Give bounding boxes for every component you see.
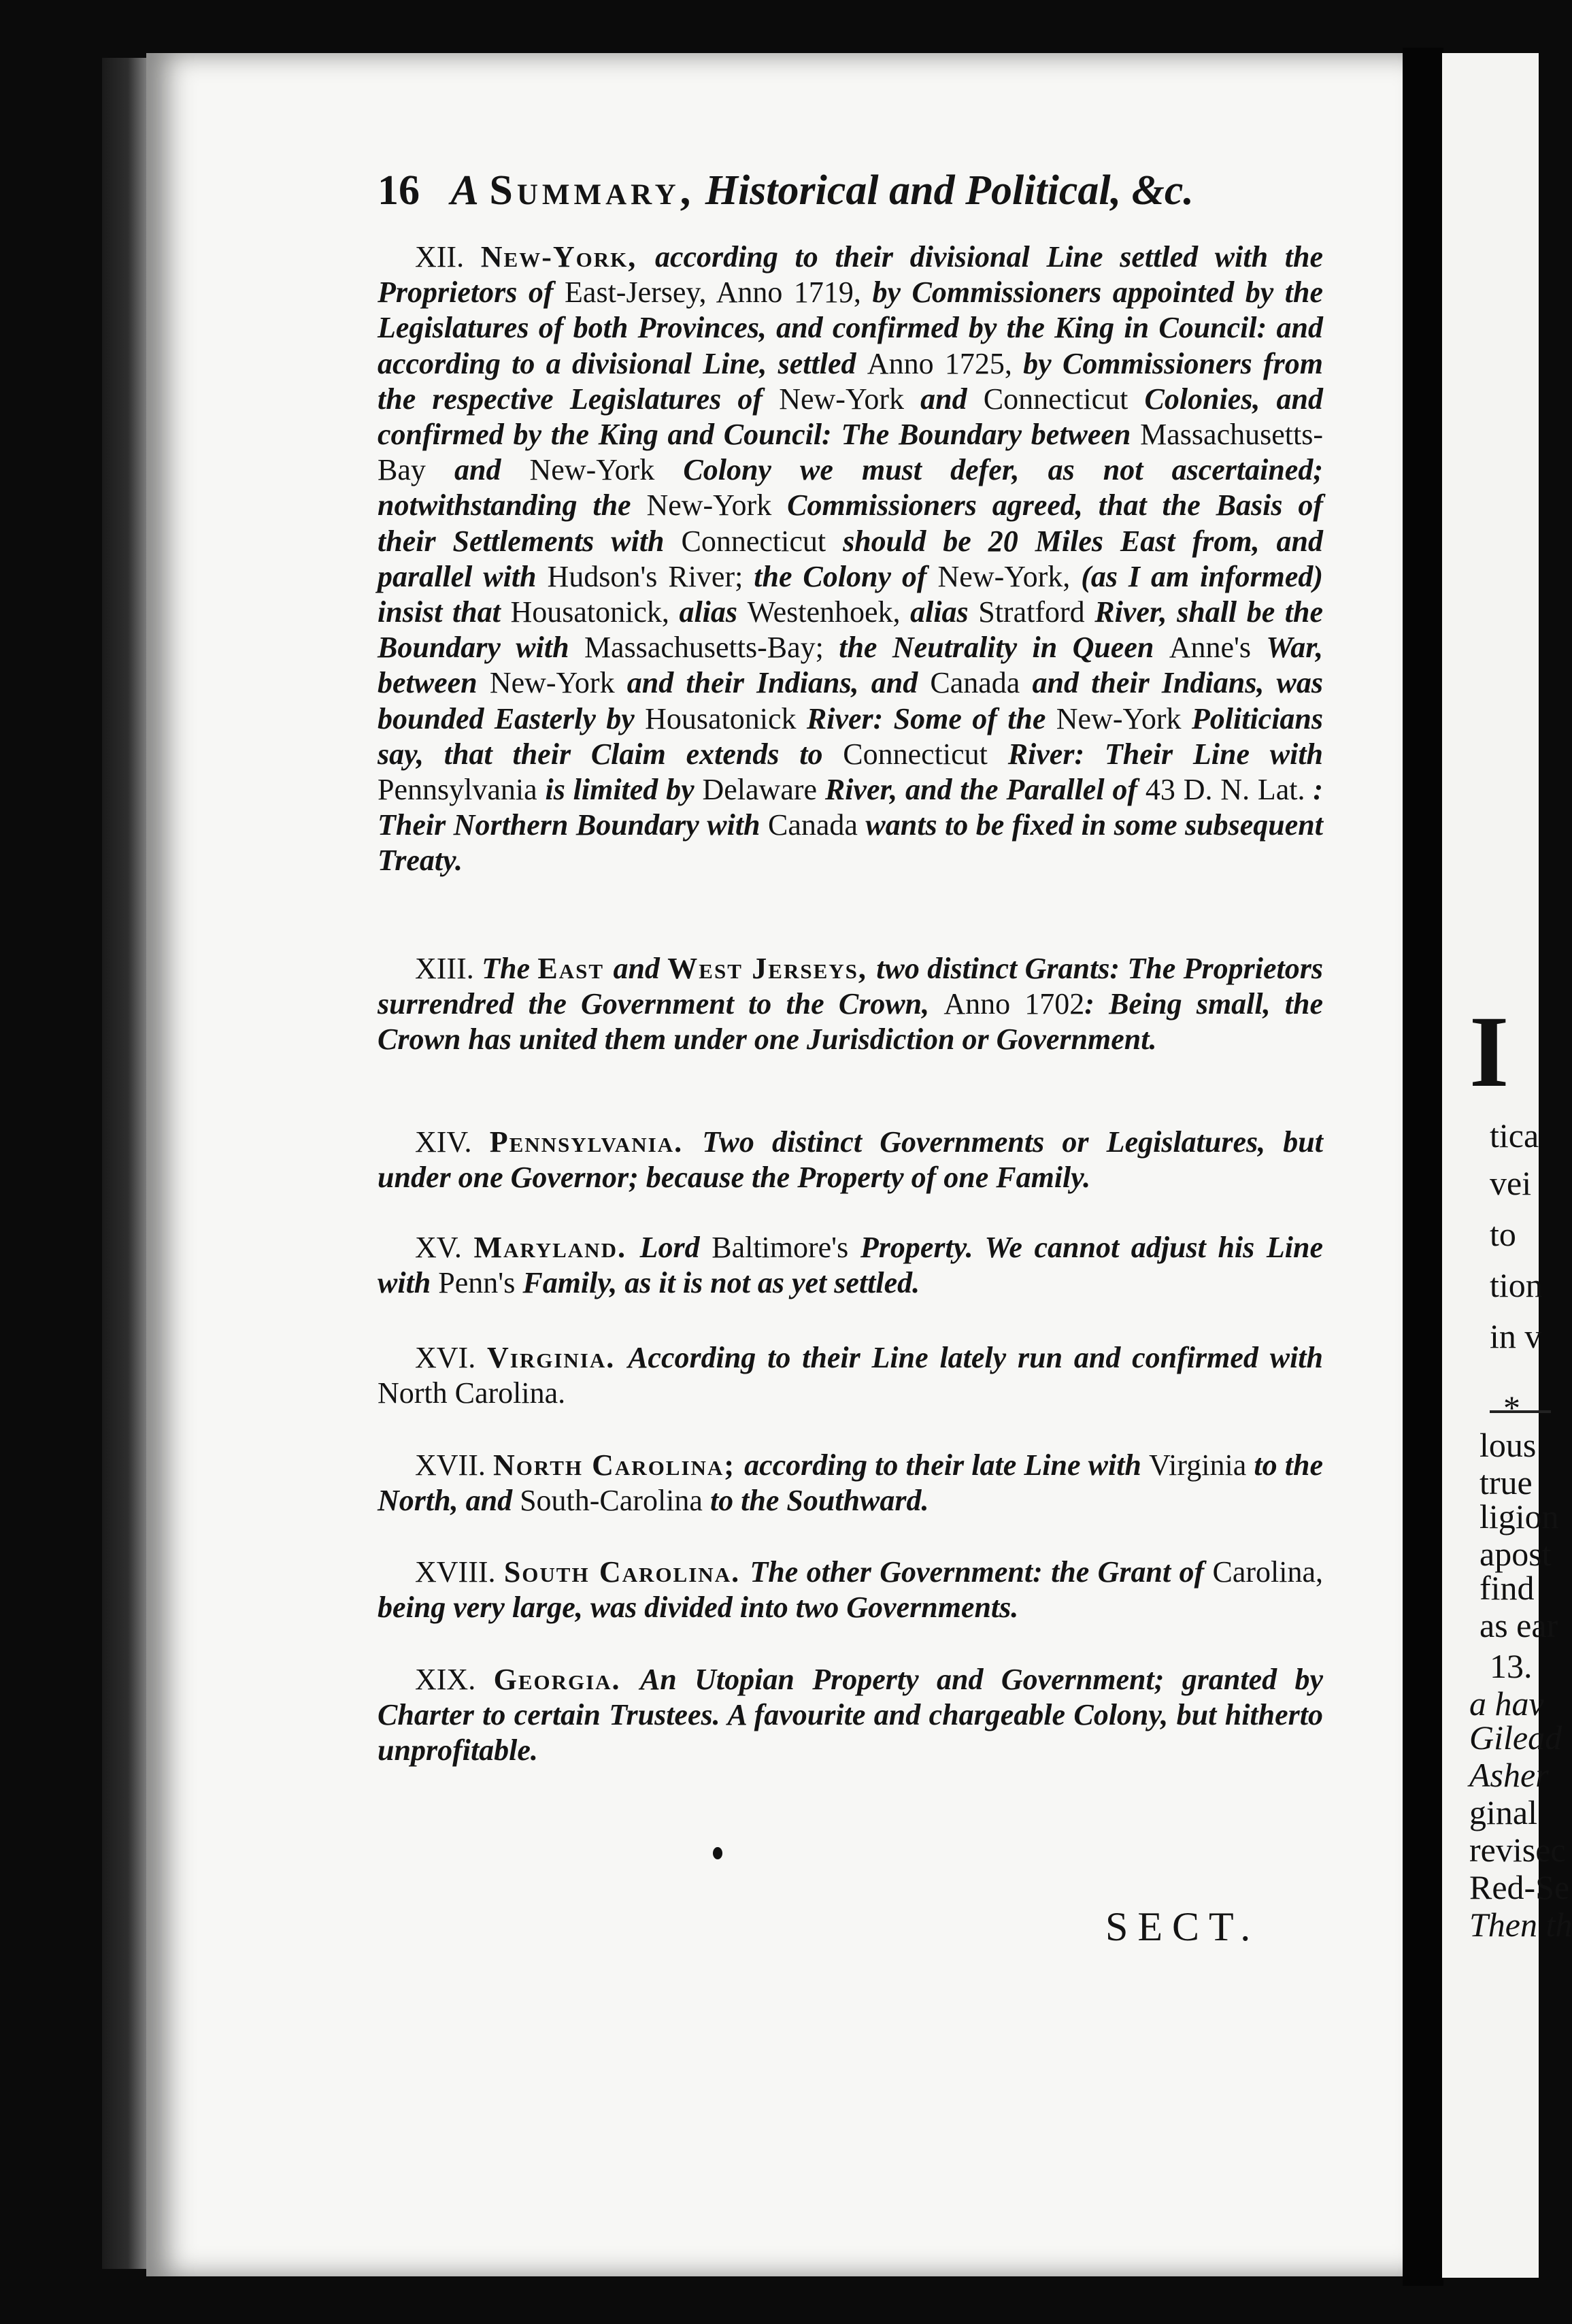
- text-run: River: Their Line with: [1007, 737, 1324, 771]
- facing-page-text: true: [1479, 1463, 1533, 1501]
- text-run: The other Government: the Grant of: [750, 1555, 1213, 1589]
- facing-page-text: lous: [1479, 1426, 1537, 1464]
- paragraph-xvii: [378, 1448, 1323, 1518]
- text-run: alias: [679, 595, 748, 629]
- text-run: to the Southward.: [709, 1484, 929, 1518]
- text-run: Delaware: [702, 773, 825, 807]
- text-run: Pennsylvania: [378, 773, 546, 807]
- text-run: Two distinct Governments or Legislatures, but under one Governor; because the Property of one Family.: [378, 1125, 1323, 1195]
- page-number: 16: [378, 167, 420, 214]
- text-run: East: [537, 952, 614, 985]
- text-run: and: [613, 952, 668, 985]
- text-run: Colonies, and confirmed by the King and Council: The Boundary between: [378, 382, 1323, 452]
- facing-page-text: tion: [1490, 1266, 1543, 1304]
- text-run: and: [920, 382, 984, 416]
- facing-page-text: Gilead: [1469, 1719, 1562, 1757]
- text-run: Connecticut: [843, 737, 1008, 771]
- text-run: by Commissioners appointed by the Legislatures of both Provinces, and confirmed by the King in Council: and according to a divisional Line, settled: [378, 276, 1323, 380]
- facing-page-text: find: [1479, 1569, 1535, 1607]
- facing-page-text: a hav: [1469, 1684, 1544, 1723]
- text-run: and their Indians, was bounded Easterly by: [378, 666, 1323, 735]
- facing-page-text: Then th: [1469, 1906, 1572, 1944]
- text-run: New-York,: [937, 559, 1082, 593]
- text-run: Connecticut: [983, 382, 1145, 416]
- text-run: XVII.: [415, 1448, 494, 1482]
- text-run: Virginia.: [487, 1341, 629, 1374]
- paragraph-xiv: [378, 1125, 1323, 1195]
- text-run: the Neutrality in Queen: [839, 631, 1169, 665]
- paragraph-xiii: [378, 951, 1323, 1058]
- text-run: Massachusetts-Bay;: [584, 631, 839, 665]
- paragraph-xviii: [378, 1555, 1323, 1625]
- facing-page-text: ticа: [1490, 1116, 1539, 1155]
- text-run: Carolina,: [1212, 1555, 1323, 1589]
- text-run: New-York: [1056, 701, 1192, 735]
- text-run: Hudson's River;: [547, 559, 754, 593]
- text-run: : Their Northern Boundary with: [378, 773, 1324, 842]
- footnote-rule: [1490, 1410, 1551, 1413]
- text-run: Virginia: [1149, 1448, 1254, 1482]
- text-run: according to their divisional Line settled with the Proprietors of: [378, 240, 1323, 310]
- text-run: XV.: [415, 1231, 474, 1264]
- facing-page-text: ginal: [1469, 1793, 1537, 1831]
- text-run: River, and the Parallel of: [824, 773, 1145, 807]
- text-run: XVI.: [415, 1341, 488, 1374]
- text-run: two distinct Grants: The Proprietors surrendred the Government to the Crown,: [378, 952, 1323, 1021]
- text-run: should be 20 Miles East from, and parallel with: [378, 524, 1323, 593]
- text-run: New-York: [529, 453, 684, 487]
- facing-page-text: vei: [1490, 1164, 1532, 1202]
- text-run: XIII.: [415, 952, 482, 985]
- text-run: Canada: [768, 808, 866, 842]
- text-run: XIV.: [415, 1125, 490, 1159]
- text-run: An Utopian Property and Government; granted by Charter to certain Trustees. A favourite and chargeable Colony, but hitherto unprofitable.: [378, 1663, 1324, 1767]
- paragraph-xvi: [378, 1340, 1323, 1411]
- text-run: Anno 1725,: [867, 346, 1024, 380]
- text-run: being very large, was divided into two Governments.: [378, 1591, 1019, 1625]
- text-run: The: [482, 952, 538, 985]
- text-run: Anno 1702: [943, 987, 1085, 1021]
- text-run: Housatonick: [645, 701, 807, 735]
- text-run: Maryland.: [473, 1231, 640, 1264]
- facing-page-text: to: [1490, 1215, 1516, 1253]
- text-run: According to their Line lately run and confirmed with: [628, 1341, 1323, 1374]
- text-run: South-Carolina: [520, 1484, 710, 1518]
- text-run: North Carolina.: [378, 1376, 566, 1410]
- text-run: (as I am informed) insist that: [378, 559, 1324, 629]
- text-run: by Commissioners from the respective Legislatures of: [378, 346, 1323, 416]
- text-run: River, shall be the Boundary with: [378, 595, 1324, 665]
- text-run: North Carolina;: [493, 1448, 745, 1482]
- text-run: Canada: [930, 666, 1033, 700]
- text-run: New-York: [489, 666, 627, 700]
- text-run: Politicians say, that their Claim extends to: [378, 701, 1324, 771]
- facing-page-text: ligion: [1479, 1497, 1559, 1536]
- text-run: Stratford: [978, 595, 1095, 629]
- paragraph-xix: [378, 1662, 1323, 1769]
- text-run: New-York: [646, 488, 788, 522]
- header-summary: Summary,: [489, 167, 695, 214]
- text-run: Pennsylvania.: [489, 1125, 703, 1159]
- text-run: Colony we must defer, as not ascertained; notwithstanding the: [378, 453, 1323, 522]
- text-run: Georgia.: [493, 1663, 640, 1696]
- text-run: East-Jersey, Anno 1719,: [565, 276, 873, 310]
- facing-page-text: *: [1503, 1389, 1520, 1427]
- text-run: XVIII.: [415, 1555, 504, 1589]
- text-run: War, between: [378, 631, 1323, 700]
- text-run: West Jerseys,: [667, 952, 877, 985]
- text-run: Westenhoek,: [747, 595, 911, 629]
- facing-page-text: Red-Se: [1469, 1868, 1570, 1906]
- text-run: wants to be fixed in some subsequent Treaty.: [378, 808, 1324, 878]
- text-run: alias: [910, 595, 979, 629]
- text-run: Anne's: [1169, 631, 1267, 665]
- text-run: New-York,: [480, 240, 655, 273]
- ink-dot: [713, 1847, 722, 1859]
- facing-page-text: Asher: [1469, 1756, 1549, 1794]
- header-title: Historical and Political, &c.: [705, 167, 1194, 214]
- page-edge: [1403, 48, 1443, 2286]
- catchword: SECT.: [1105, 1904, 1260, 1949]
- text-run: to the North, and: [378, 1448, 1323, 1518]
- text-run: Housatonick,: [510, 595, 680, 629]
- paragraph-xii: [378, 239, 1323, 879]
- running-header: [378, 167, 1303, 214]
- text-run: XIX.: [415, 1663, 494, 1696]
- paragraph-xv: [378, 1230, 1323, 1301]
- facing-page-text: as ear: [1479, 1606, 1558, 1644]
- facing-page-text: 13.: [1490, 1647, 1533, 1685]
- header-article: A: [450, 167, 479, 214]
- text-run: Lord: [639, 1231, 712, 1264]
- text-run: Baltimore's: [712, 1231, 860, 1264]
- text-run: Connecticut: [681, 524, 843, 558]
- facing-page-text: I: [1469, 995, 1509, 1108]
- facing-page-text: revisec: [1469, 1831, 1566, 1869]
- text-run: Family, as it is not as yet settled.: [522, 1266, 920, 1300]
- text-run: the Colony of: [754, 559, 938, 593]
- text-run: New-York: [779, 382, 921, 416]
- text-run: South Carolina.: [503, 1555, 750, 1589]
- text-run: XII.: [415, 240, 481, 273]
- text-run: Commissioners agreed, that the Basis of their Settlements with: [378, 488, 1323, 558]
- text-run: Property. We cannot adjust his Line with: [378, 1231, 1323, 1300]
- text-run: is limited by: [545, 773, 703, 807]
- text-run: Massachusetts-Bay: [378, 418, 1323, 487]
- facing-page-text: in v: [1490, 1317, 1542, 1355]
- text-run: and: [454, 453, 530, 487]
- facing-page-fragment: [1442, 53, 1572, 2278]
- text-run: Penn's: [438, 1266, 523, 1300]
- facing-page-text: apost: [1479, 1535, 1552, 1573]
- text-run: and their Indians, and: [626, 666, 931, 700]
- text-run: 43 D. N. Lat.: [1145, 773, 1305, 807]
- text-run: River: Some of the: [806, 701, 1056, 735]
- bleed-through-text: [381, 922, 388, 954]
- text-run: : Being small, the Crown has united them under one Jurisdiction or Government.: [378, 987, 1323, 1057]
- text-run: according to their late Line with: [744, 1448, 1150, 1482]
